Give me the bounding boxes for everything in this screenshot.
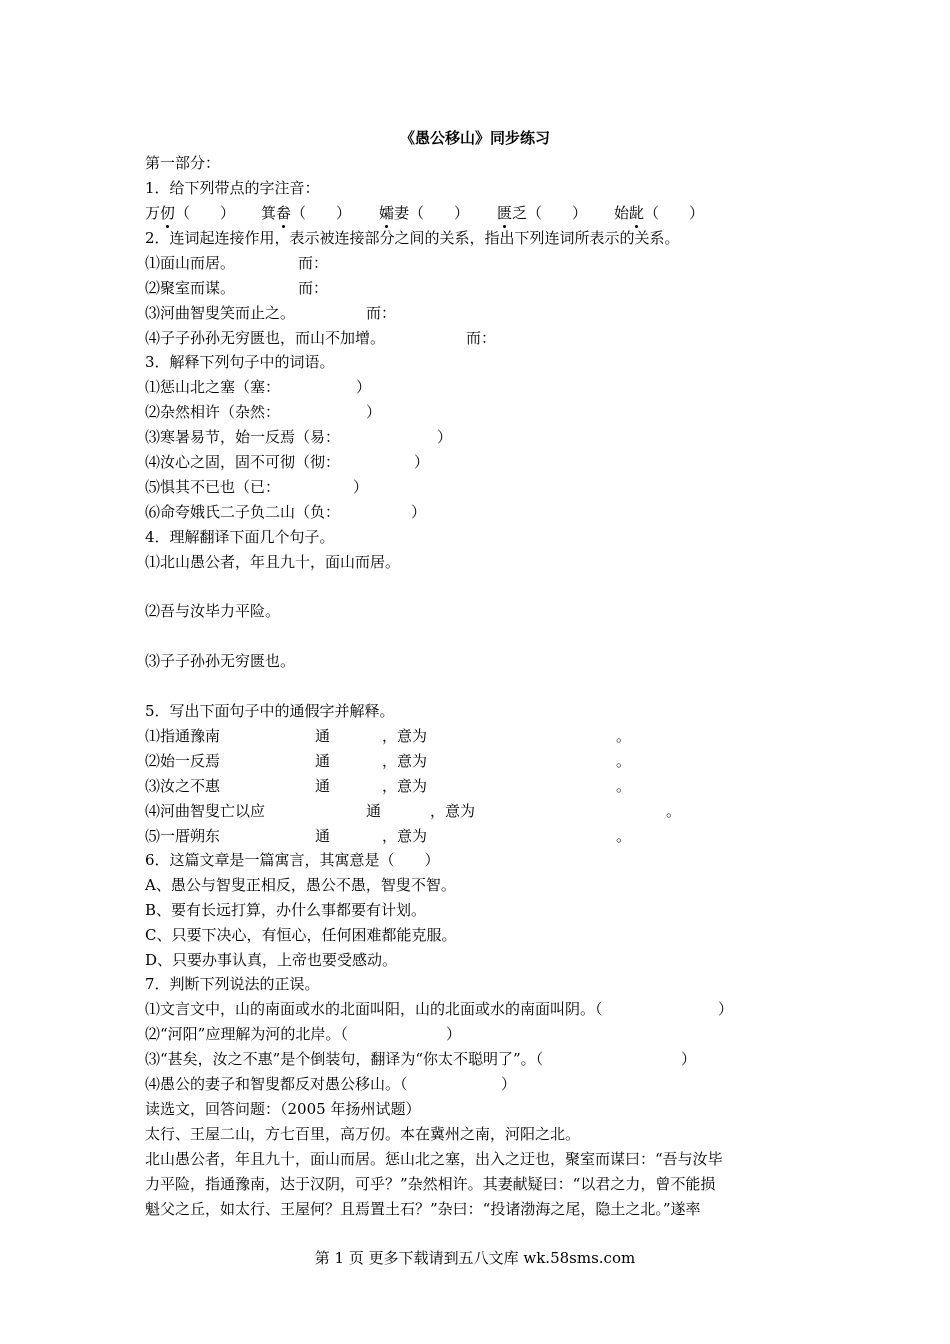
q5-tong: 通: [366, 802, 382, 820]
q4-header: 4．理解翻译下面几个句子。: [145, 528, 335, 546]
q2-item: ⑴面山而居。: [145, 254, 236, 272]
q5-yiwei: ，意为: [382, 777, 428, 795]
q7-close: ）: [718, 1000, 734, 1018]
q4-item: ⑵吾与汝毕力平险。: [145, 602, 281, 620]
q3-item: ⑷汝心之固，固不可彻（彻：: [145, 453, 341, 471]
q4-item: ⑶子子孙孙无穷匮也。: [145, 652, 296, 670]
q2-item: ⑵聚室而谋。: [145, 279, 236, 297]
q5-tong: 通: [315, 827, 331, 845]
q5-header: 5．写出下面句子中的通假字并解释。: [145, 702, 395, 720]
q2-answer-label: 而：: [366, 304, 397, 322]
q1-item: 箕畚（ ）: [261, 204, 352, 222]
q3-item: ⑶寒暑易节，始一反焉（易：: [145, 428, 341, 446]
q2-answer-label: 而：: [466, 329, 497, 347]
q2-answer-label: 而：: [298, 254, 329, 272]
reading-line: 魁父之丘，如太行、王屋何？且焉置土石？”杂曰：“投诸渤海之尾，隐土之北。”遂率: [145, 1200, 701, 1218]
q5-item: ⑸一厝朔东: [145, 827, 221, 845]
reading-line: 太行、王屋二山，方七百里，高万仞。本在冀州之南，河阳之北。: [145, 1125, 581, 1143]
q1-item: 匮乏（ ）: [497, 204, 588, 222]
q4-item: ⑴北山愚公者，年且九十，面山而居。: [145, 553, 401, 571]
part-heading: 第一部分：: [145, 154, 221, 172]
q5-end: 。: [666, 802, 682, 820]
q2-answer-label: 而：: [298, 279, 329, 297]
q6-header: 6．这篇文章是一篇寓言，其寓意是（ ）: [145, 851, 440, 869]
q5-item: ⑶汝之不惠: [145, 777, 221, 795]
q3-item: ⑹命夸娥氏二子负二山（负：: [145, 503, 341, 521]
q7-header: 7．判断下列说法的正误。: [145, 975, 320, 993]
q5-yiwei: ，意为: [382, 827, 428, 845]
q5-yiwei: ，意为: [382, 752, 428, 770]
q5-end: 。: [616, 752, 632, 770]
q5-end: 。: [616, 827, 632, 845]
q5-tong: 通: [315, 727, 331, 745]
q5-item: ⑵始一反焉: [145, 752, 221, 770]
q7-item: ⑴文言文中，山的南面或水的北面叫阳，山的北面或水的南面叫阴。（: [145, 1000, 603, 1018]
q3-close: ）: [356, 378, 372, 396]
q7-close: ）: [501, 1075, 517, 1093]
q3-header: 3．解释下列句子中的词语。: [145, 353, 335, 371]
q5-item: ⑴指通豫南: [145, 727, 221, 745]
q3-item: ⑸惧其不已也（已：: [145, 478, 281, 496]
q1-header: 1．给下列带点的字注音：: [145, 179, 320, 197]
q6-option: C、只要下决心，有恒心，任何困难都能克服。: [145, 926, 457, 944]
q7-item: ⑷愚公的妻子和智叟都反对愚公移山。（: [145, 1075, 408, 1093]
q3-close: ）: [353, 478, 369, 496]
q2-header: 2．连词起连接作用，表示被连接部分之间的关系，指出下列连词所表示的关系。: [145, 229, 680, 247]
q3-item: ⑴惩山北之塞（塞：: [145, 378, 281, 396]
page-footer: 第 1 页 更多下载请到五八文库 wk.58sms.com: [314, 1249, 636, 1267]
q6-option: D、只要办事认真，上帝也要受感动。: [145, 951, 398, 969]
q1-item: 始龀（ ）: [614, 204, 705, 222]
q1-item: 孀妻（ ）: [379, 204, 470, 222]
q5-tong: 通: [315, 777, 331, 795]
page-title: 《愚公移山》同步练习: [399, 129, 550, 147]
q7-close: ）: [446, 1025, 462, 1043]
q3-item: ⑵杂然相许（杂然：: [145, 403, 281, 421]
q5-yiwei: ，意为: [382, 727, 428, 745]
reading-line: 力平险，指通豫南，达于汉阴，可乎？”杂然相许。其妻献疑曰：“以君之力，曾不能损: [145, 1175, 716, 1193]
q3-close: ）: [366, 403, 382, 421]
q5-end: 。: [616, 777, 632, 795]
reading-line: 北山愚公者，年且九十，面山而居。惩山北之塞，出入之迂也，聚室而谋曰：“吾与汝毕: [145, 1150, 723, 1168]
q5-end: 。: [616, 727, 632, 745]
q2-item: ⑶河曲智叟笑而止之。: [145, 304, 296, 322]
q7-close: ）: [681, 1050, 697, 1068]
q3-close: ）: [414, 453, 430, 471]
q6-option: A、愚公与智叟正相反，愚公不愚，智叟不智。: [145, 876, 456, 894]
q5-yiwei: ，意为: [430, 802, 476, 820]
reading-header: 读选文，回答问题：（2005 年扬州试题）: [145, 1100, 421, 1118]
q5-item: ⑷河曲智叟亡以应: [145, 802, 266, 820]
q6-option: B、要有长远打算，办什么事都要有计划。: [145, 901, 427, 919]
q1-item: 万仞（ ）: [145, 204, 236, 222]
q7-item: ⑶“甚矣，汝之不惠”是个倒装句，翻译为“你太不聪明了”。（: [145, 1050, 544, 1068]
q7-item: ⑵“河阳”应理解为河的北岸。（: [145, 1025, 348, 1043]
q3-close: ）: [411, 503, 427, 521]
q2-item: ⑷子子孙孙无穷匮也，而山不加增。: [145, 329, 386, 347]
q5-tong: 通: [315, 752, 331, 770]
q3-close: ）: [437, 428, 453, 446]
